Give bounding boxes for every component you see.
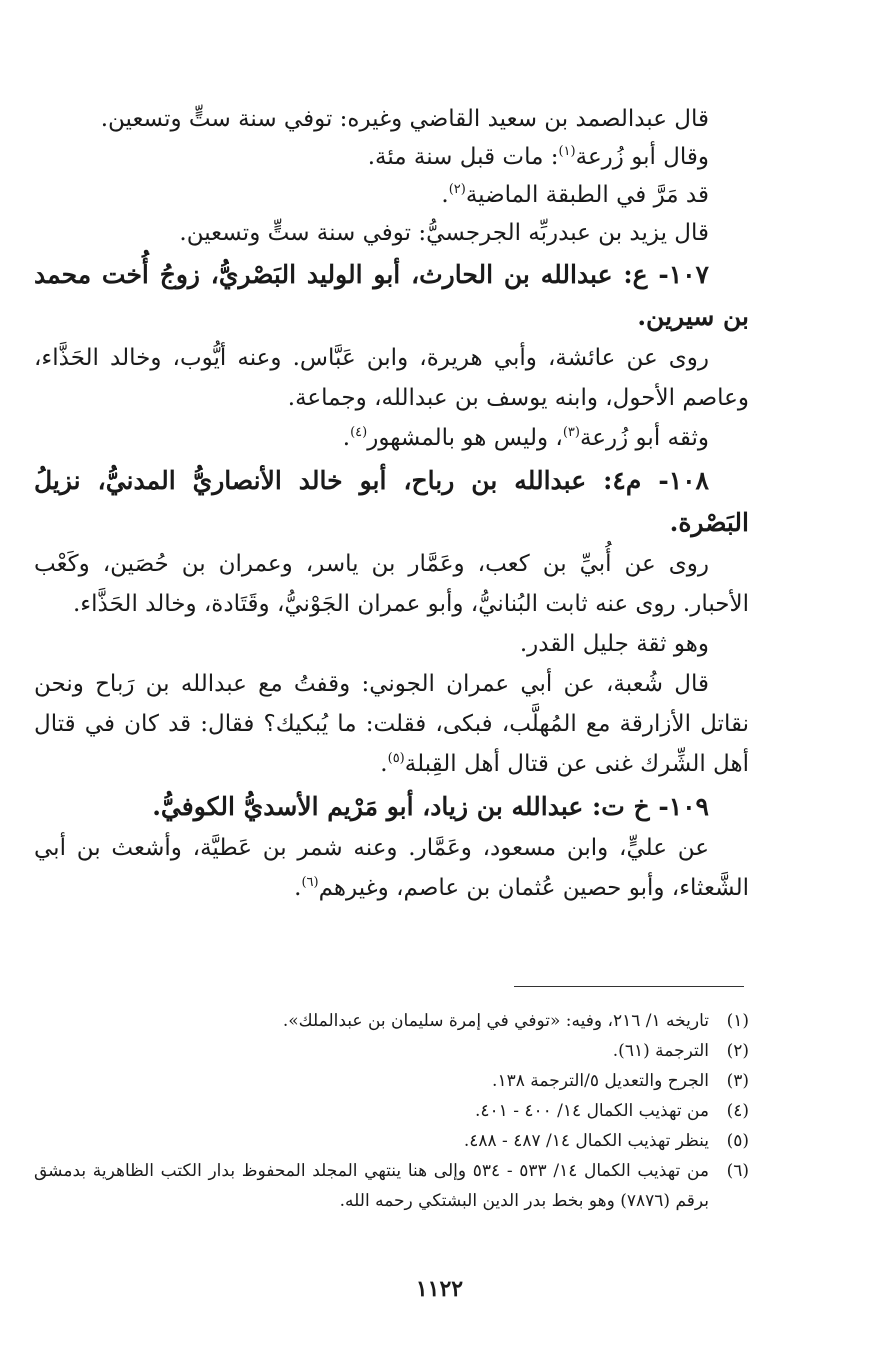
text: وثقه أبو زُرعة: [579, 425, 709, 451]
footnote-text: من تهذيب الكمال ١٤/ ٥٣٣ - ٥٣٤ وإلى هنا ينتهي المجلد المحفوظ بدار الكتب الظاهرية بدمشق برقم (٧٨٧٦) وهو بخط بدر الدين البشتكي رحمه الله.: [34, 1161, 709, 1211]
footnote-text: من تهذيب الكمال ١٤/ ٤٠٠ - ٤٠١.: [474, 1101, 709, 1121]
text: .: [342, 425, 351, 451]
footnote-number: (٣): [726, 1071, 749, 1091]
footnote-ref: (٢): [448, 182, 466, 197]
paragraph: [34, 418, 749, 458]
footnote-text: ينظر تهذيب الكمال ١٤/ ٤٨٧ - ٤٨٨.: [463, 1131, 709, 1151]
text: قال عبدالصمد بن سعيد القاضي وغيره: توفي سنة ستٍّ وتسعين.: [100, 106, 709, 132]
footnote: [34, 1096, 749, 1126]
text: .: [380, 751, 388, 777]
footnote-number: (٦): [726, 1161, 749, 1181]
footnotes: [34, 1006, 749, 1216]
footnote-number: (٢): [726, 1041, 749, 1061]
paragraph: [34, 828, 749, 908]
text: .: [294, 875, 302, 901]
text-line: [34, 100, 749, 138]
text: وقال أبو زُرعة: [575, 144, 709, 170]
footnote-divider: [514, 986, 744, 987]
text-line: [34, 138, 749, 176]
main-text: [34, 100, 749, 908]
text: : مات قبل سنة مئة.: [367, 144, 559, 170]
footnote-ref: (٥): [387, 751, 405, 766]
footnote-ref: (٣): [562, 425, 580, 440]
footnote: [34, 1036, 749, 1066]
footnote-ref: (١): [558, 144, 576, 159]
footnote-text: تاريخه ١/ ٢١٦، وفيه: «توفي في إمرة سليمان بن عبدالملك».: [282, 1011, 709, 1031]
text: ، وليس هو بالمشهور: [367, 425, 563, 451]
footnote-number: (١): [726, 1011, 749, 1031]
text: قد مَرَّ في الطبقة الماضية: [465, 182, 709, 208]
entry-number: ١٠٧- ع:: [612, 260, 709, 289]
entry-title: عبدالله بن رباح، أبو خالد الأنصاريُّ المدنيُّ، نزيلُ البَصْرة.: [34, 466, 749, 537]
paragraph: روى عن عائشة، وأبي هريرة، وابن عَبَّاس. وعنه أيُّوب، وخالد الحَذَّاء، وعاصم الأحول، وابنه يوسف بن عبدالله، وجماعة.: [34, 345, 749, 411]
text: قال يزيد بن عبدربِّه الجرجسيُّ: توفي سنة ستٍّ وتسعين.: [179, 220, 709, 246]
footnote: [34, 1006, 749, 1036]
footnote: [34, 1126, 749, 1156]
page-number: ١١٢٢: [415, 1276, 464, 1302]
paragraph: [34, 664, 749, 784]
footnote-ref: (٤): [350, 425, 368, 440]
text: عن عليٍّ، وابن مسعود، وعَمَّار. وعنه شمر بن عَطيَّة، وأشعث بن أبي الشَّعثاء، وأبو حصين عُثمان بن عاصم، وغيرهم: [34, 835, 749, 901]
entry-number: ١٠٨- م٤:: [586, 466, 709, 495]
text: قال شُعبة، عن أبي عمران الجوني: وقفتُ مع عبدالله بن رَباح ونحن نقاتل الأزارقة مع المُهلَّب، فبكى، فقلت: ما يُبكيك؟ فقال: قد كان في قتال أهل الشِّرك غنى عن قتال أهل القِبلة: [34, 671, 749, 777]
footnote-number: (٤): [726, 1101, 749, 1121]
footnote: [34, 1066, 749, 1096]
entry-number: ١٠٩- خ ت:: [583, 792, 709, 821]
entry-heading-107: [34, 254, 749, 338]
footnote: [34, 1156, 749, 1216]
footnote-number: (٥): [726, 1131, 749, 1151]
entry-title: عبدالله بن زياد، أبو مَرْيم الأسديُّ الكوفيُّ.: [152, 792, 584, 821]
footnote-text: الجرح والتعديل ٥/الترجمة ١٣٨.: [492, 1071, 709, 1091]
text-line: [34, 176, 749, 214]
entry-title: عبدالله بن الحارث، أبو الوليد البَصْريُّ، زوجُ أُخت محمد بن سيرين.: [34, 260, 749, 331]
paragraph: وهو ثقة جليل القدر.: [519, 631, 709, 657]
text: .: [441, 182, 449, 208]
paragraph: روى عن أُبيِّ بن كعب، وعَمَّار بن ياسر، وعمران بن حُصَين، وكَعْب الأحبار. روى عنه ثابت البُنانيُّ، وأبو عمران الجَوْنيُّ، وقَتَادة، وخالد الحَذَّاء.: [34, 551, 749, 617]
text-line: [34, 214, 749, 252]
footnote-ref: (٦): [301, 875, 319, 890]
entry-heading-109: [34, 786, 749, 828]
footnote-text: الترجمة (٦١).: [612, 1041, 709, 1061]
entry-heading-108: [34, 460, 749, 544]
